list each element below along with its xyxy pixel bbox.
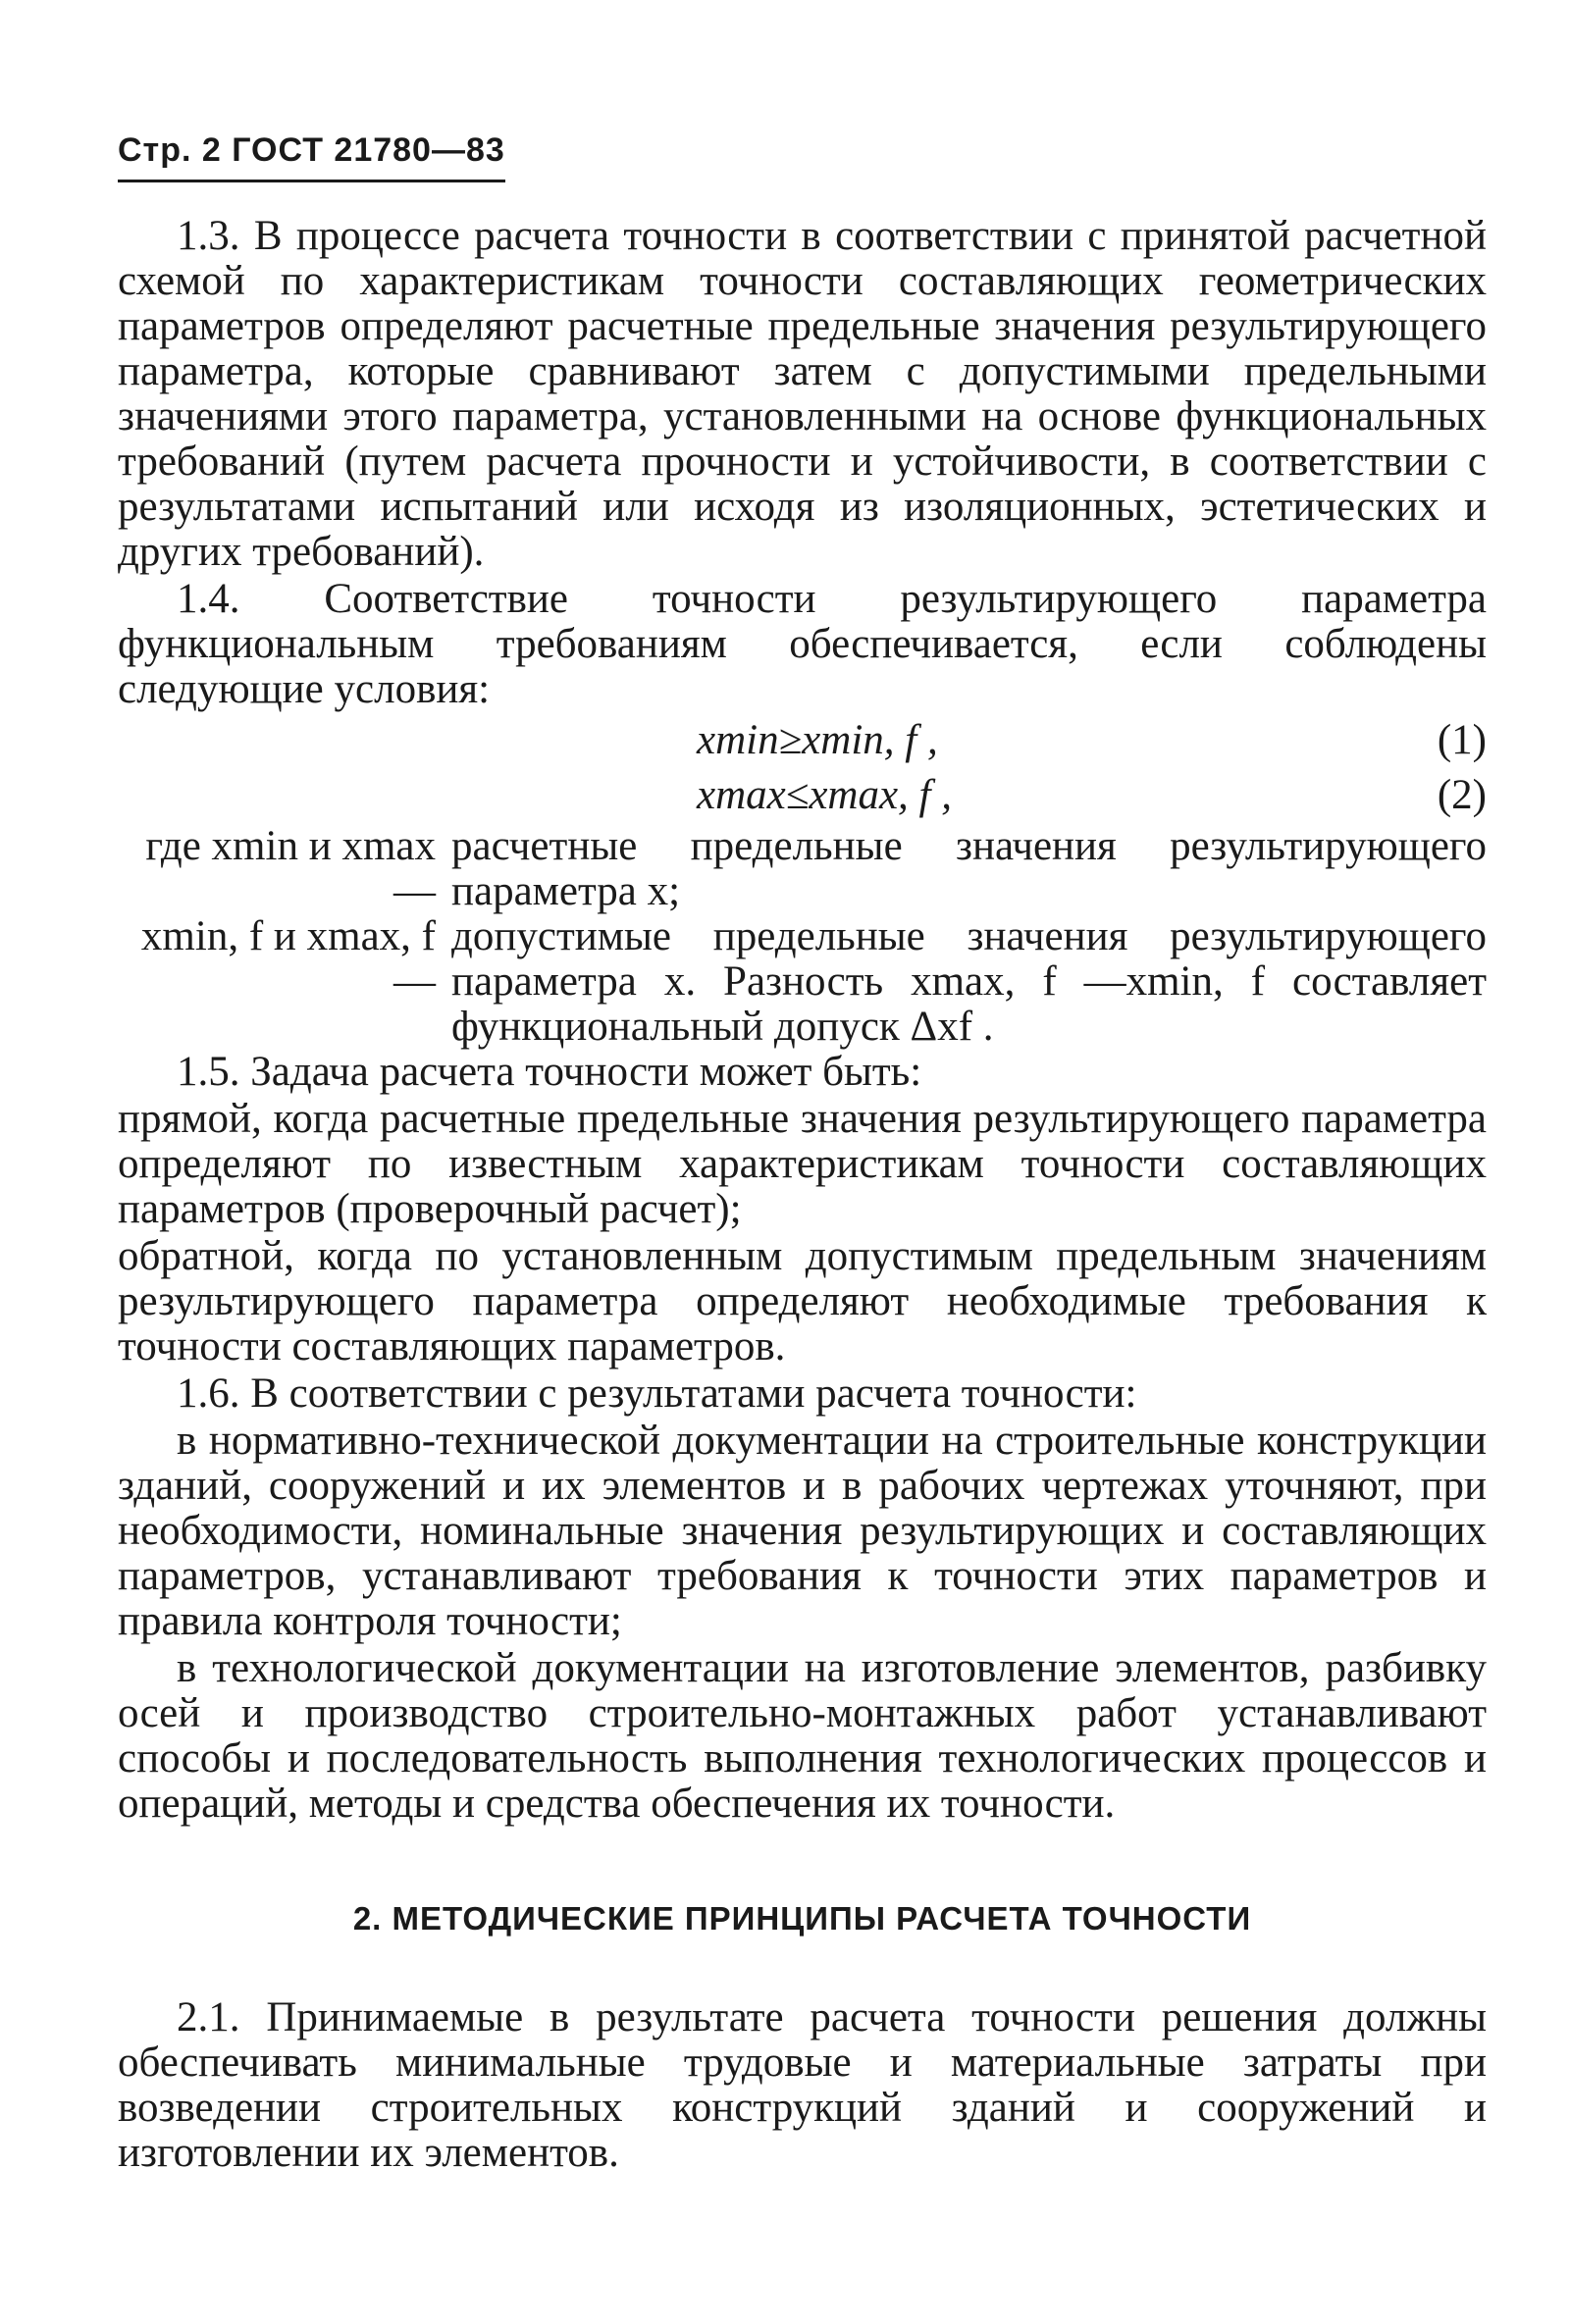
paragraph-1-5-direct: прямой, когда расчетные предельные значения результирующего параметра определяют по известным характеристикам точности составляющих параметров (проверочный расчет);: [118, 1096, 1487, 1232]
formula-2-expression: xmax≤xmax, f ,: [697, 772, 952, 818]
formula-1: [118, 714, 1487, 769]
definition-row-2: [118, 914, 1487, 1050]
paragraph-1-6-a: в нормативно-технической документации на строительные конструкции зданий, сооружений и их элементов и в рабочих чертежах уточняют, при необходимости, номинальные значения результирующих и составляющих параметров, устанавливают требования к точности этих параметров и правила контроля точности;: [118, 1418, 1487, 1644]
paragraph-1-3: 1.3. В процессе расчета точности в соответствии с принятой расчетной схемой по характеристикам точности составляющих геометрических параметров определяют расчетные предельные значения результирующего параметра, которые сравнивают затем с допустимыми предельными значениями этого параметра, установленными на основе функциональных требований (путем расчета прочности и устойчивости, в соответствии с результатами испытаний или исходя из изоляционных, эстетических и других требований).: [118, 213, 1487, 575]
definition-term-1: где xmin и xmax —: [145, 823, 436, 914]
page-header: Стр. 2 ГОСТ 21780—83: [118, 130, 505, 182]
document-page: [118, 126, 1487, 2178]
definition-term-2: xmin, f и xmax, f —: [140, 913, 436, 1005]
definition-row-1: [118, 824, 1487, 914]
paragraph-1-5-inverse: обратной, когда по установленным допустимым предельным значениям результирующего параметра определяют необходимые требования к точности составляющих параметров.: [118, 1233, 1487, 1369]
formula-2-number: (2): [1437, 772, 1487, 818]
formula-2: [118, 769, 1487, 824]
definition-text-1: расчетные предельные значения результирующего параметра x;: [451, 823, 1487, 914]
paragraph-1-6: 1.6. В соответствии с результатами расчета точности:: [177, 1370, 1137, 1417]
paragraph-1-6-b: в технологической документации на изготовление элементов, разбивку осей и производство строительно-монтажных работ устанавливают способы и последовательность выполнения технологических процессов и операций, методы и средства обеспечения их точности.: [118, 1645, 1487, 1827]
paragraph-1-4: 1.4. Соответствие точности результирующего параметра функциональным требованиям обеспечивается, если соблюдены следующие условия:: [118, 576, 1487, 712]
section-2-title: 2. МЕТОДИЧЕСКИЕ ПРИНЦИПЫ РАСЧЕТА ТОЧНОСТИ: [352, 1900, 1252, 1937]
paragraph-2-1: 2.1. Принимаемые в результате расчета точности решения должны обеспечивать минимальные трудовые и материальные затраты при возведении строительных конструкций зданий и сооружений и изготовлении их элементов.: [118, 1994, 1487, 2176]
paragraph-1-5: 1.5. Задача расчета точности может быть:: [177, 1049, 922, 1095]
definition-text-2: допустимые предельные значения результирующего параметра x. Разность xmax, f —xmin, f составляет функциональный допуск Δxf .: [451, 913, 1487, 1050]
formula-1-number: (1): [1437, 717, 1487, 763]
formula-1-expression: xmin≥xmin, f ,: [697, 717, 938, 763]
